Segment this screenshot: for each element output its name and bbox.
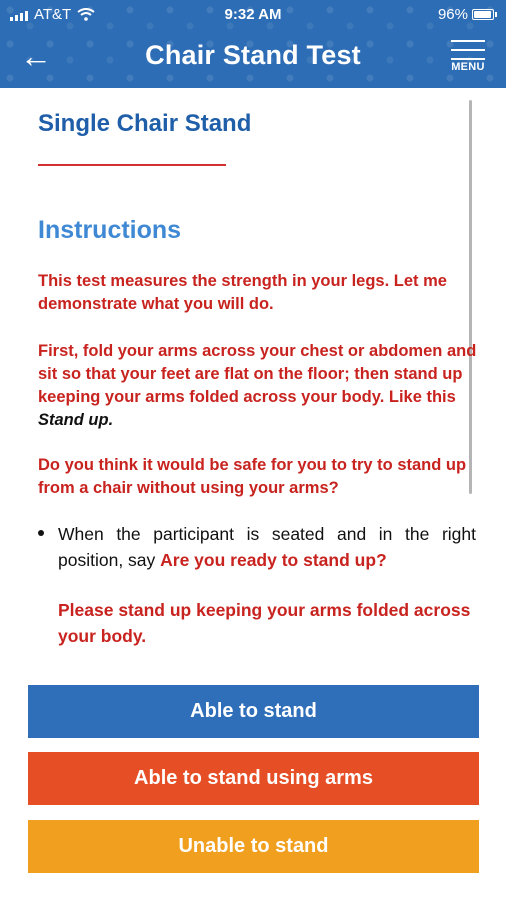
status-time: 9:32 AM: [224, 6, 282, 23]
paragraph-2-text: First, fold your arms across your chest or abdomen and sit so that your feet are flat on the floor; then stand up keeping your arms folded across your body. Like this: [38, 342, 477, 406]
paragraph-3-text: Do you think it would be safe for you to try to stand up from a chair without using your arms?: [38, 456, 467, 497]
instruction-paragraph-3: [38, 454, 478, 500]
bullet-plain-text: When the participant is seated and in the right position, say: [58, 524, 476, 570]
status-bar: [0, 0, 506, 30]
bullet-item: [36, 521, 476, 649]
bullet-text: [58, 521, 476, 573]
able-to-stand-using-arms-button[interactable]: Able to stand using arms: [28, 752, 479, 805]
carrier-label: AT&T: [34, 6, 72, 23]
arrow-left-icon: ←: [20, 38, 52, 74]
instructions-content[interactable]: [0, 88, 506, 680]
status-right: [438, 6, 494, 23]
bullet-dot-icon: [38, 530, 44, 536]
title-underline: [38, 164, 226, 166]
bullet-followup-text: Please stand up keeping your arms folded across your body.: [58, 600, 471, 646]
hamburger-icon: [451, 40, 485, 60]
instruction-paragraph-2: [38, 340, 478, 432]
unable-to-stand-button[interactable]: Unable to stand: [28, 820, 479, 873]
bullet-prompt-text: Are you ready to stand up?: [160, 550, 387, 570]
instructions-heading: Instructions: [38, 216, 182, 244]
battery-percent: 96%: [437, 6, 468, 23]
page-title: Chair Stand Test: [145, 40, 361, 70]
header-bar: [0, 0, 506, 88]
paragraph-1-text: This test measures the strength in your legs. Let me demonstrate what you will do.: [38, 272, 447, 313]
able-to-stand-button[interactable]: Able to stand: [28, 685, 479, 738]
menu-label: MENU: [451, 61, 485, 73]
paragraph-2-emphasis: Stand up.: [38, 411, 114, 429]
section-title: Single Chair Stand: [38, 110, 252, 137]
battery-icon: [472, 9, 494, 20]
instruction-paragraph-1: [38, 270, 478, 316]
menu-button[interactable]: [448, 38, 488, 78]
